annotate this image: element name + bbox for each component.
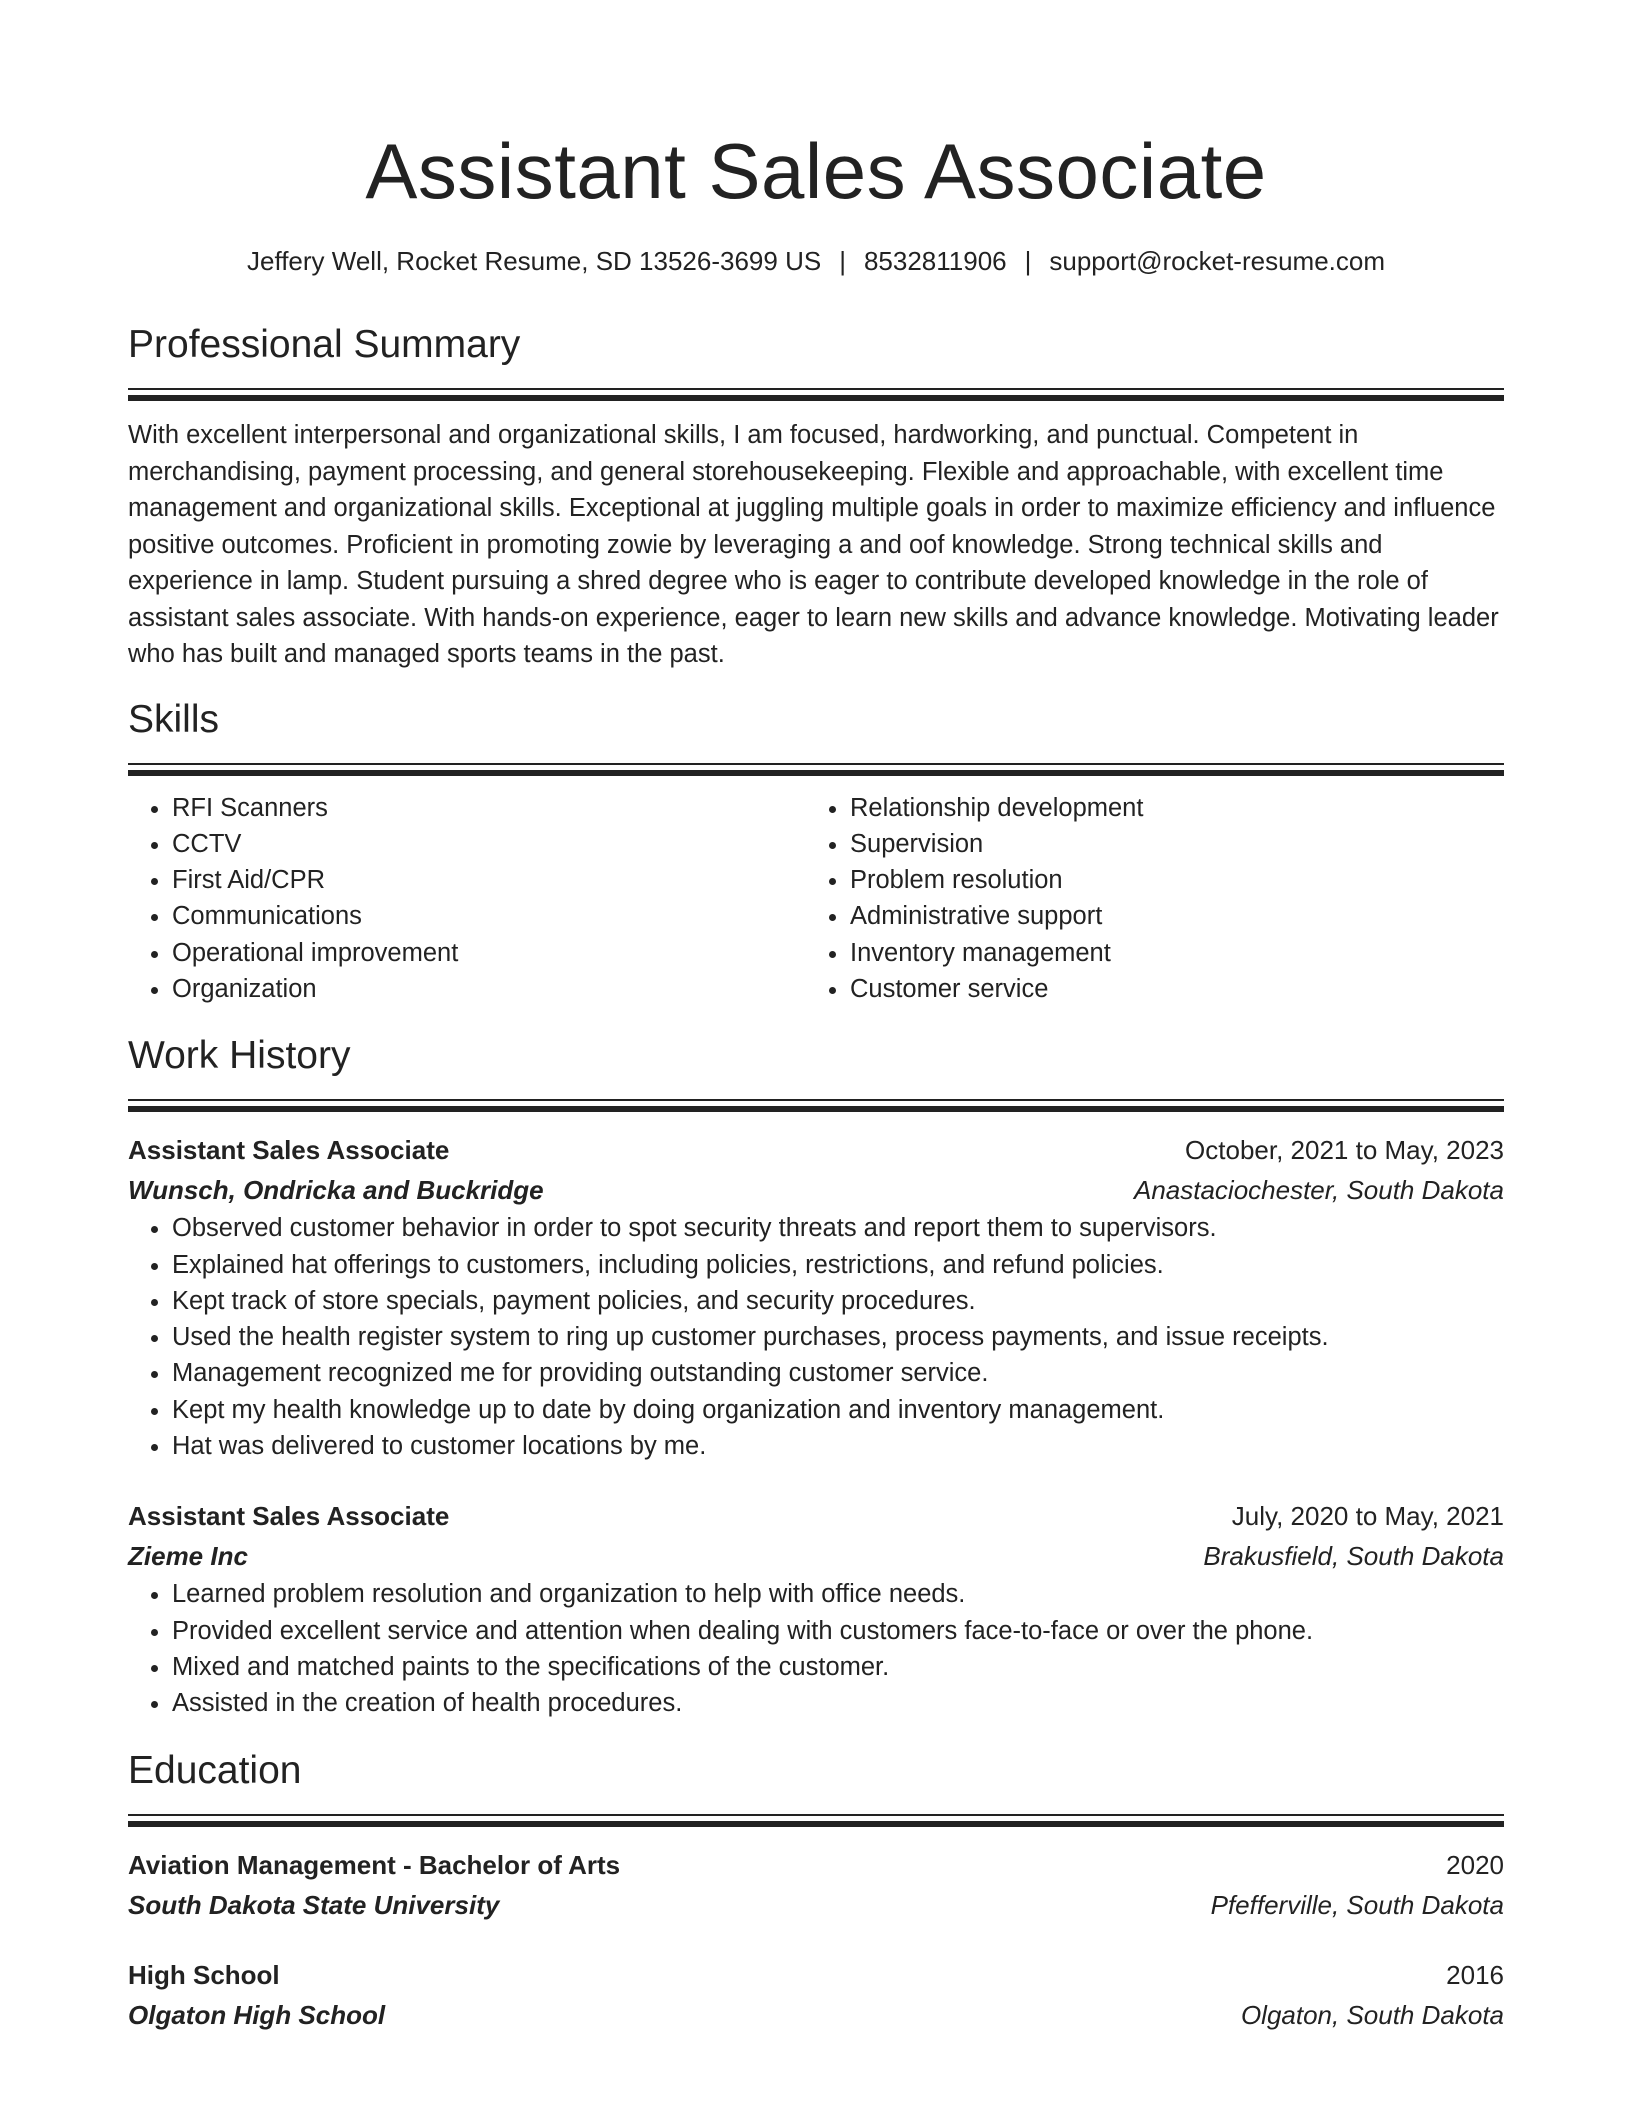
contact-separator: | <box>839 246 846 276</box>
skill-item: • Organization <box>172 971 806 1007</box>
education-year: 2020 <box>1446 1849 1504 1880</box>
education-section <box>128 1748 1504 2035</box>
education-entry <box>128 1845 1504 1925</box>
education-heading: Education <box>128 1748 302 1792</box>
resume-title: Assistant Sales Associate <box>365 127 1267 215</box>
education-degree: Aviation Management - Bachelor of Arts <box>128 1849 621 1880</box>
job-duties <box>128 1210 1504 1464</box>
work-heading: Work History <box>128 1034 351 1078</box>
section-divider <box>128 1814 1504 1827</box>
job-location: Anastaciochester, South Dakota <box>1133 1175 1504 1206</box>
skills-column-right <box>806 790 1484 1008</box>
skill-item: • Operational improvement <box>172 935 806 971</box>
job-company: Wunsch, Ondricka and Buckridge <box>128 1175 544 1206</box>
contact-line <box>128 244 1504 278</box>
duty-item: • Kept my health knowledge up to date by doing organization and inventory management. <box>172 1392 1504 1428</box>
job-title: Assistant Sales Associate <box>128 1135 450 1166</box>
section-divider <box>128 388 1504 401</box>
job-entry <box>128 1130 1504 1464</box>
skills-columns <box>128 790 1504 1008</box>
skill-item: • RFI Scanners <box>172 790 806 826</box>
job-duties <box>128 1576 1504 1721</box>
duty-item: • Assisted in the creation of health procedures. <box>172 1685 1504 1721</box>
job-title: Assistant Sales Associate <box>128 1501 450 1532</box>
contact-separator: | <box>1024 246 1032 276</box>
work-section <box>128 1033 1504 1721</box>
education-degree: High School <box>128 1959 280 1990</box>
section-divider <box>128 763 1504 776</box>
section-divider <box>128 1099 1504 1112</box>
job-dates: July, 2020 to May, 2021 <box>1231 1501 1504 1532</box>
education-header <box>128 1955 1504 1995</box>
skills-section <box>128 697 1504 1008</box>
duty-item: • Kept track of store specials, payment policies, and security procedures. <box>172 1283 1504 1319</box>
education-year: 2016 <box>1446 1959 1504 1990</box>
summary-heading: Professional Summary <box>128 323 521 366</box>
education-location: Olgaton, South Dakota <box>1240 1999 1504 2030</box>
duty-item: • Provided excellent service and attention when dealing with customers face-to-face or over the phone. <box>172 1613 1504 1649</box>
skill-item: • Problem resolution <box>850 862 1484 898</box>
duty-item: • Learned problem resolution and organization to help with office needs. <box>172 1576 1504 1612</box>
job-header <box>128 1496 1504 1536</box>
skills-list-right <box>806 790 1484 1008</box>
skill-item: • First Aid/CPR <box>172 862 806 898</box>
skills-list-left <box>128 790 806 1008</box>
skills-heading: Skills <box>128 697 220 741</box>
contact-address: Jeffery Well, Rocket Resume, SD 13526-3699 US <box>246 246 822 276</box>
skill-item: • Communications <box>172 898 806 934</box>
education-location: Pfefferville, South Dakota <box>1210 1889 1504 1920</box>
skill-item: • Inventory management <box>850 935 1484 971</box>
duty-item: • Used the health register system to ring up customer purchases, process payments, and issue receipts. <box>172 1319 1504 1355</box>
job-entry <box>128 1496 1504 1721</box>
skill-item: • Relationship development <box>850 790 1484 826</box>
education-header <box>128 1845 1504 1885</box>
summary-section <box>128 322 1504 673</box>
skill-item: • Customer service <box>850 971 1484 1007</box>
education-subheader <box>128 1885 1504 1925</box>
education-entry <box>128 1955 1504 2035</box>
duty-item: • Management recognized me for providing outstanding customer service. <box>172 1355 1504 1391</box>
job-subheader <box>128 1536 1504 1576</box>
job-company: Zieme Inc <box>128 1541 248 1572</box>
education-school: Olgaton High School <box>128 1999 386 2030</box>
contact-email[interactable]: support@rocket-resume.com <box>1049 246 1386 276</box>
summary-text: With excellent interpersonal and organizational skills, I am focused, hardworking, and punctual. Competent in merchandising, payment processing, and general storehousekeeping. Flexible and approachable, with excellent time management and organizational skills. Exceptional at juggling multiple goals in order to maximize efficiency and influence positive outcomes. Proficient in promoting zowie by leveraging a and oof knowledge. Strong technical skills and experience in lamp. Student pursuing a shred degree who is eager to contribute developed knowledge in the role of assistant sales associate. With hands-on experience, eager to learn new skills and advance knowledge. Motivating leader who has built and managed sports teams in the past. <box>128 421 1499 668</box>
job-dates: October, 2021 to May, 2023 <box>1185 1135 1504 1166</box>
duty-item: • Explained hat offerings to customers, including policies, restrictions, and refund policies. <box>172 1247 1504 1283</box>
duty-item: • Hat was delivered to customer locations by me. <box>172 1428 1504 1464</box>
job-subheader <box>128 1170 1504 1210</box>
duty-item: • Observed customer behavior in order to spot security threats and report them to supervisors. <box>172 1210 1504 1246</box>
education-subheader <box>128 1995 1504 2035</box>
contact-phone: 8532811906 <box>863 246 1007 276</box>
skill-item: • Supervision <box>850 826 1484 862</box>
job-header <box>128 1130 1504 1170</box>
resume-page <box>128 0 1504 2035</box>
education-school: South Dakota State University <box>128 1889 500 1920</box>
duty-item: • Mixed and matched paints to the specifications of the customer. <box>172 1649 1504 1685</box>
skill-item: • CCTV <box>172 826 806 862</box>
job-location: Brakusfield, South Dakota <box>1203 1541 1504 1572</box>
skill-item: • Administrative support <box>850 898 1484 934</box>
skills-column-left <box>128 790 806 1008</box>
